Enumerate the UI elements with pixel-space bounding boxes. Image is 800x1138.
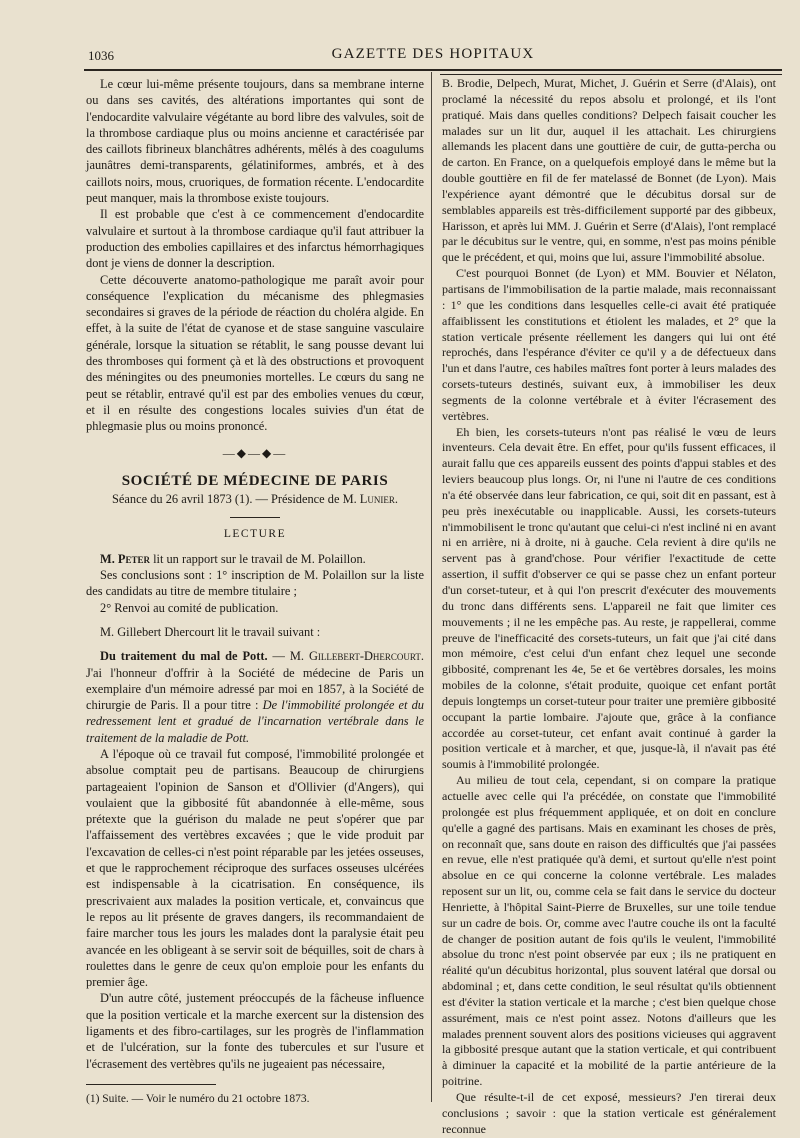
page-number: 1036 bbox=[88, 48, 114, 63]
journal-title: GAZETTE DES HOPITAUX bbox=[331, 46, 535, 62]
lecture-text: lit un rapport sur le travail de M. Polaillon. bbox=[149, 551, 366, 566]
left-column bbox=[86, 76, 424, 1107]
lecturer-name: M. Peter bbox=[100, 551, 150, 566]
paragraph: Ses conclusions sont : 1° inscription de M. Polaillon sur la liste des candidats au titre de membre titulaire ; bbox=[86, 568, 424, 599]
right-column bbox=[442, 76, 776, 1138]
society-title: SOCIÉTÉ DE MÉDECINE DE PARIS bbox=[121, 472, 389, 489]
memoir-title: De l'immobilité prolongée et du redressement lent et gradué de l'incarnation vertébrale dans le traitement de la maladie de Pott. bbox=[86, 698, 425, 745]
lecture-paragraph bbox=[86, 551, 424, 567]
paragraph: M. Gillebert Dhercourt lit le travail suivant : bbox=[100, 624, 321, 639]
paragraph: C'est pourquoi Bonnet (de Lyon) et MM. Bouvier et Nélaton, partisans de l'immobilisation de la partie malade, mais reconnaissant : 1° que les conditions dans lesquelles celle-ci avait été pratiquée affaiblissent les constitutions et étiolent les malades, et 2° que la station verticale présente réellement les dangers qui lui ont été reprochés, dans l'espérance d'éviter ce qu'il y a de défectueux dans l'un et dans l'autre, ces habiles maîtres font porter à leurs malades des corsets-tuteurs destinés, suivant eux, à immobiliser les deux segments de la colonne vertébrale et à éviter l'écrasement des vertèbres. bbox=[442, 266, 776, 423]
paper-title: Du traitement du mal de Pott. bbox=[100, 649, 268, 664]
paragraph: 2° Renvoi au comité de publication. bbox=[100, 600, 279, 615]
paper-text: J'ai l'honneur d'offrir à la Société de médecine de Paris un exemplaire d'un mémoire adressé par moi en 1857, à la Société de chirurgie de Paris. Il a pour titre : bbox=[86, 665, 424, 713]
section-heading: LECTURE bbox=[223, 528, 287, 541]
session-line bbox=[86, 491, 424, 507]
paper-paragraph bbox=[86, 648, 424, 746]
paragraph: Cette découverte anatomo-pathologique me paraît avoir pour conséquence l'explication du mécanisme des phlegmasies secondaires si graves de la période de réaction du choléra algide. En effet, à la suite de l'état de cyanose et de stase sanguine vasculaire générale, lorsque la situation se rétablit, le sang pousse devant lui des thromboses qui forment çà et là des obstructions et provoquent des méningites ou des pneumonies mortelles. Le cœurs du sang ne peut se rétablir, entravé qu'il est par des embolies venues du cœur, et il en résulte des congestions locales suivies d'un état de phlegmasie plus ou moins prononcé. bbox=[86, 272, 424, 434]
paragraph: A l'époque où ce travail fut composé, l'immobilité prolongée et absolue comptait peu de partisans. Beaucoup de chirurgiens partageaient l'opinion de Sanson et d'Ollivier (d'Angers), qui voulaient que la gibbosité fût abandonnée à elle-même, sous prétexte que la guérison du malade ne peut s'opérer que par l'affaissement des vertèbres excavées ; que le vide produit par l'excavation de celles-ci n'est point réparable par les jetées osseuses, et que le rapprochement réciproque des surfaces osseuses ulcérées est indispensable à la cicatrisation. En conséquence, ils prescrivaient aux malades la position verticale, et, convaincus que le repos au lit présente de graves dangers, ils recommandaient de faire marcher tous les jours les malades dont la paralysie était peu avancée en les obligeant à se servir soit de béquilles, soit de chars à roulettes dans le genre de ceux qu'on emploie pour les enfants du premier âge. bbox=[86, 746, 424, 990]
column-separator bbox=[431, 72, 432, 1102]
page-header bbox=[84, 44, 782, 66]
short-rule bbox=[230, 517, 280, 518]
right-column-top-rule bbox=[440, 74, 782, 75]
footnote-rule bbox=[86, 1084, 216, 1085]
paragraph: Il est probable que c'est à ce commencement d'endocardite valvulaire et surtout à la thrombose cardiaque qu'il faut attribuer la production des embolies capillaires et des infarctus hémorrhagiques dont je viens de donner la description. bbox=[86, 207, 424, 271]
header-rule bbox=[84, 69, 782, 71]
session-text: Séance du 26 avril 1873 (1). — Présidence de M. bbox=[112, 492, 357, 507]
paragraph: B. Brodie, Delpech, Murat, Michet, J. Guérin et Serre (d'Alais), ont proclamé la nécessité du repos absolu et prolongé, et ils l'ont pratiqué. Mais dans quelles conditions? Delpech faisait coucher les malades sur un lit dur, auquel il les attachait. Les chirurgiens allemands les placent dans une gouttière de cuir, de gutta-percha ou de carton. En France, on a quelquefois employé dans le même but la double gouttière en fil de fer matelassé de Bonnet (de Lyon). Mais l'expérience ayant démontré que le décubitus dorsal sur de semblables appareils est très-difficilement supporté par des gibbeux, Harisson, et après lui MM. J. Guérin et Serre (d'Alais), l'ont remplacé par le décubitus sur le ventre, qui, en somme, n'est pas moins pénible que le précédent, et qui, moins que lui, assure l'immobilité absolue. bbox=[442, 76, 776, 265]
paragraph: D'un autre côté, justement préoccupés de la fâcheuse influence que la position verticale et la marche exercent sur la distension des ligaments et des fibro-cartilages, sur les progrès de l'inflammation et de l'ulcération, sur la fonte des tubercules et sur l'usure et l'écrasement des vertèbres qu'ils ne jugeaient pas nécessaire, bbox=[86, 991, 424, 1071]
paragraph: Au milieu de tout cela, cependant, si on compare la pratique actuelle avec celle qui l'a précédée, on constate que l'immobilité prolongée est plus fréquemment appliquée, et on doit en conclure qu'elle a gagné des partisans. Mais en examinant les choses de près, on reconnaît que, sans doute en raison des difficultés que j'ai passées en revue, elle n'est pratiquée qu'à demi, et surtout qu'elle n'est point absolue en ce qui concerne la colonne vertébrale. Les malades reposent sur un lit, ou, comme cela se fait dans le service du docteur Henriette, à l'hôpital Saint-Pierre de Bruxelles, sur une toile tendue sur un cadre de bois. Or, comme avec l'autre couche ils ont la faculté de changer de position autant de fois qu'ils le veulent, l'immobilité absolue du tronc n'est point observée par eux ; ils ne pratiquent en réalité qu'un décubitus horizontal, plus souvent latéral que dorsal ou abdominal ; et, dans cette condition, le seul résultat qu'ils obtiennent est d'éviter la station verticale et la marche ; c'est bien quelque chose assurément, mais ce n'est point assez. Notons d'ailleurs que les malades prennent souvent alors des positions vicieuses qui aggravent la gibbosité presque autant que la station verticale, et qui contribuent à diminuer la capacité et la mobilité de la partie antérieure de la poitrine. bbox=[442, 773, 776, 1089]
paragraph: Eh bien, les corsets-tuteurs n'ont pas réalisé le vœu de leurs inventeurs. Cela devait être. En effet, pour qu'ils fussent efficaces, il aurait fallu que ces appareils eussent des points d'appui stables et des leviers beaucoup plus longs. Or, ni l'une ni l'autre de ces conditions n'a été observée dans leur fabrication, ce qui, soit dit en passant, est à peu près inexécutable ou inapplicable. Aussi, les corsets-tuteurs n'immobilisent le tronc qu'autant que celui-ci n'est incliné ni en avant ni en arrière, ni à droite, ni à gauche. Cela revient à dire qu'ils ne servent pas à grand'chose. Pour vérifier l'exactitude de cette assertion, il suffit d'observer ce qui se passe chez un enfant porteur d'un corset-tuteur, et à qui l'on prescrit d'exécuter des mouvements du tronc dans différents sens. L'appareil ne fait que limiter ces mouvements ; il ne les empêche pas. Au reste, je rappellerai, comme preuve de l'inefficacité des corsets-tuteurs, un fait que j'ai cité dans mon mémoire, c'est celui d'un enfant chez lequel une seconde gibbosité, comprenant les 4e, 5e et 6e vertèbres dorsales, les moins mobiles de la colonne, s'était produite, quoique cet enfant portât depuis longtemps un corset-tuteur pour traiter une première gibbosité occupant la partie lombaire. J'ajoute que, grâce à la confiance accordée au corset-tuteur, cet enfant avait continué à garder la position verticale et à marcher, et que, jusque-là, il n'avait pas été soumis à l'immobilité prolongée. bbox=[442, 424, 776, 772]
section-ornament: —◆—◆— bbox=[222, 445, 288, 460]
footnote: (1) Suite. — Voir le numéro du 21 octobre 1873. bbox=[86, 1092, 310, 1105]
paragraph: Le cœur lui-même présente toujours, dans sa membrane interne ou dans ses cavités, des altérations importantes qui sont de l'endocardite valvulaire végétante au bord libre des valvules, soit de la thrombose cardiaque plus ou moins ancienne et caractérisée par des caillots fibrineux blanchâtres adhérents, mêlés à des coagulums jaunâtres demi-transparents, gélatiniformes, ambrés, et à des caillots noirs, mous, cruoriques, de formation récente. L'endocardite peut manquer, mais la thrombose existe toujours. bbox=[86, 77, 424, 206]
paper-author: — M. Gillebert-Dhercourt. bbox=[267, 649, 424, 664]
paragraph: Que résulte-t-il de cet exposé, messieurs? J'en tirerai deux conclusions ; savoir : que la station verticale est généralement reconnue bbox=[442, 1090, 776, 1136]
president-name: Lunier. bbox=[359, 492, 398, 507]
